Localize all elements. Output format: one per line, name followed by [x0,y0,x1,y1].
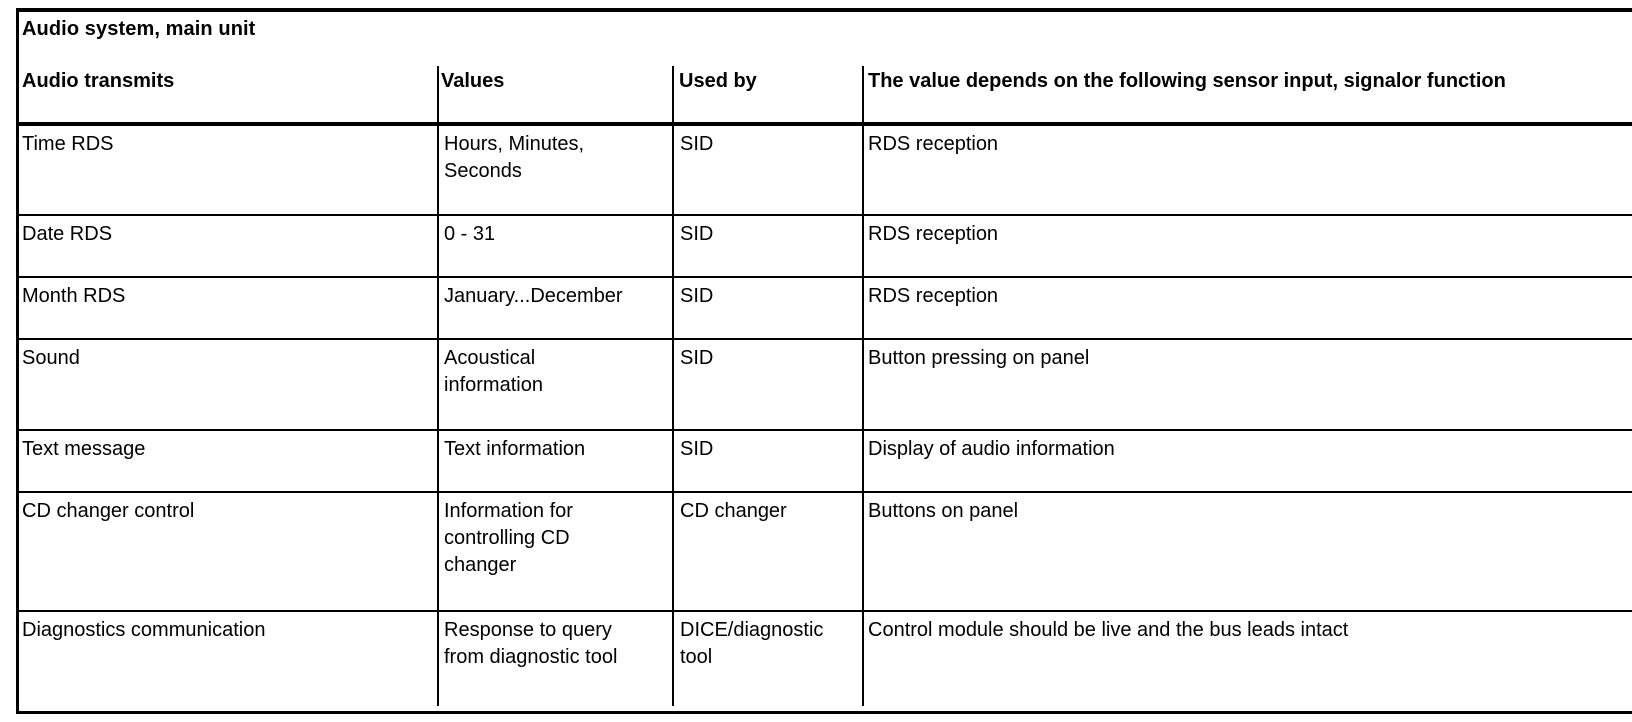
cell-values: 0 - 31 [444,223,496,245]
row-divider [16,276,1632,278]
cell-transmit: Time RDS [22,133,114,155]
cell-used-by: SID [680,133,714,155]
cell-depends-on: Button pressing on panel [868,347,1090,369]
cell-depends-on: RDS reception [868,285,999,307]
cell-values: Text information [444,438,586,460]
cell-values: January...December [444,285,623,307]
cell-depends-on: Buttons on panel [868,500,1019,522]
cell-used-by: SID [680,285,714,307]
row-divider [16,610,1632,612]
cell-transmit: Month RDS [22,285,126,307]
cell-transmit: Text message [22,438,146,460]
cell-depends-on: RDS reception [868,223,999,245]
header-used-by: Used by [679,70,757,92]
cell-transmit: Sound [22,347,80,369]
header-values: Values [441,70,505,92]
cell-used-by: SID [680,223,714,245]
cell-used-by: SID [680,347,714,369]
cell-values: Acoustical information [444,347,543,396]
cell-depends-on: Display of audio information [868,438,1115,460]
cell-values: Hours, Minutes, Seconds [444,133,585,182]
table-frame [16,8,1632,714]
cell-transmit: Diagnostics communication [22,619,266,641]
cell-values: Information for controlling CD changer [444,500,573,576]
cell-used-by: CD changer [680,500,787,522]
table-title: Audio system, main unit [22,18,256,40]
cell-used-by: SID [680,438,714,460]
row-divider [16,338,1632,340]
header-audio-transmits: Audio transmits [22,70,175,92]
cell-used-by: DICE/diagnostic tool [680,619,824,668]
header-separator [16,122,1632,126]
cell-transmit: Date RDS [22,223,113,245]
row-divider [16,214,1632,216]
cell-values: Response to query from diagnostic tool [444,619,618,668]
cell-depends-on: RDS reception [868,133,999,155]
row-divider [16,491,1632,493]
cell-transmit: CD changer control [22,500,195,522]
cell-depends-on: Control module should be live and the bus leads intact [868,619,1349,641]
row-divider [16,429,1632,431]
header-depends-on: The value depends on the following sensor input, signalor function [868,70,1506,92]
